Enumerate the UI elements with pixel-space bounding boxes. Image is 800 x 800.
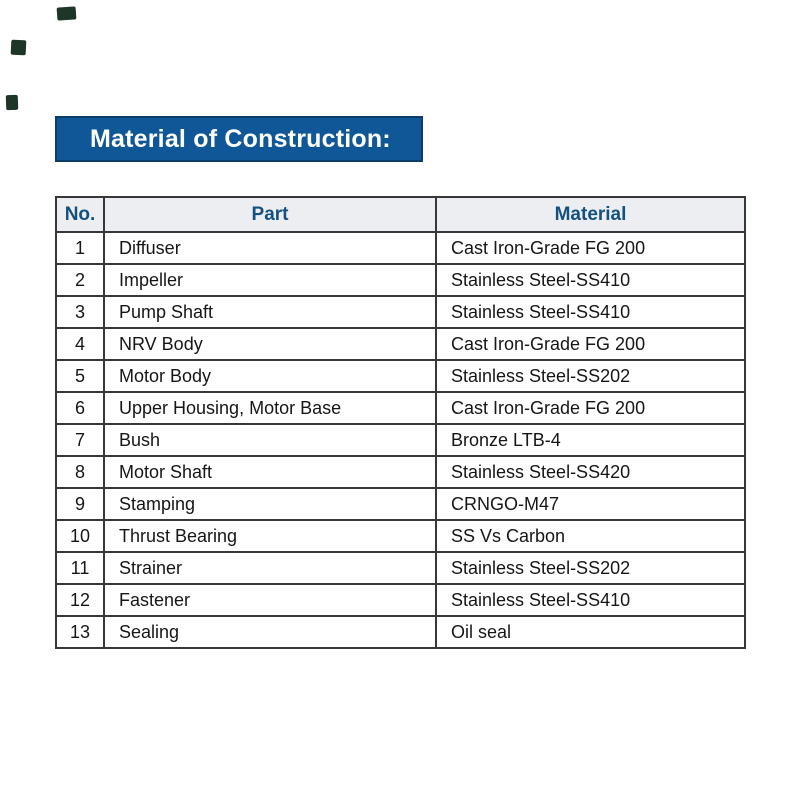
cell-material: Oil seal — [436, 616, 745, 648]
cell-no: 3 — [56, 296, 104, 328]
cell-part: Impeller — [104, 264, 436, 296]
column-header-part: Part — [104, 197, 436, 232]
table-row — [56, 456, 745, 488]
cell-part: Diffuser — [104, 232, 436, 264]
cell-material: Stainless Steel-SS410 — [436, 584, 745, 616]
cell-material: Cast Iron-Grade FG 200 — [436, 392, 745, 424]
table-row — [56, 520, 745, 552]
table-body — [56, 232, 745, 648]
cell-no: 11 — [56, 552, 104, 584]
cell-material: Stainless Steel-SS202 — [436, 552, 745, 584]
cell-material: Cast Iron-Grade FG 200 — [436, 232, 745, 264]
scan-speck-icon — [6, 95, 19, 110]
cell-material: SS Vs Carbon — [436, 520, 745, 552]
cell-part: Fastener — [104, 584, 436, 616]
page-title: Material of Construction: — [90, 124, 391, 153]
cell-material: Stainless Steel-SS410 — [436, 264, 745, 296]
cell-part: Motor Body — [104, 360, 436, 392]
cell-part: Motor Shaft — [104, 456, 436, 488]
cell-no: 4 — [56, 328, 104, 360]
cell-part: Stamping — [104, 488, 436, 520]
cell-no: 7 — [56, 424, 104, 456]
cell-material: Stainless Steel-SS420 — [436, 456, 745, 488]
cell-material: Bronze LTB-4 — [436, 424, 745, 456]
table-row — [56, 296, 745, 328]
cell-material: Cast Iron-Grade FG 200 — [436, 328, 745, 360]
column-header-no: No. — [56, 197, 104, 232]
table-row — [56, 264, 745, 296]
cell-part: NRV Body — [104, 328, 436, 360]
cell-part: Strainer — [104, 552, 436, 584]
table-row — [56, 328, 745, 360]
table-header-row — [56, 197, 745, 232]
cell-no: 9 — [56, 488, 104, 520]
cell-no: 12 — [56, 584, 104, 616]
scan-speck-icon — [57, 6, 77, 20]
cell-no: 1 — [56, 232, 104, 264]
cell-no: 5 — [56, 360, 104, 392]
cell-part: Pump Shaft — [104, 296, 436, 328]
table-row — [56, 488, 745, 520]
cell-no: 6 — [56, 392, 104, 424]
cell-material: CRNGO-M47 — [436, 488, 745, 520]
cell-material: Stainless Steel-SS410 — [436, 296, 745, 328]
table-row — [56, 232, 745, 264]
title-banner — [55, 116, 423, 162]
table-row — [56, 552, 745, 584]
cell-part: Thrust Bearing — [104, 520, 436, 552]
cell-no: 10 — [56, 520, 104, 552]
cell-no: 13 — [56, 616, 104, 648]
cell-part: Sealing — [104, 616, 436, 648]
column-header-material: Material — [436, 197, 745, 232]
materials-table — [55, 196, 746, 649]
table-row — [56, 584, 745, 616]
cell-no: 8 — [56, 456, 104, 488]
cell-material: Stainless Steel-SS202 — [436, 360, 745, 392]
table-row — [56, 616, 745, 648]
cell-part: Bush — [104, 424, 436, 456]
cell-no: 2 — [56, 264, 104, 296]
cell-part: Upper Housing, Motor Base — [104, 392, 436, 424]
table-row — [56, 360, 745, 392]
table-row — [56, 392, 745, 424]
scan-speck-icon — [11, 40, 27, 56]
table-row — [56, 424, 745, 456]
